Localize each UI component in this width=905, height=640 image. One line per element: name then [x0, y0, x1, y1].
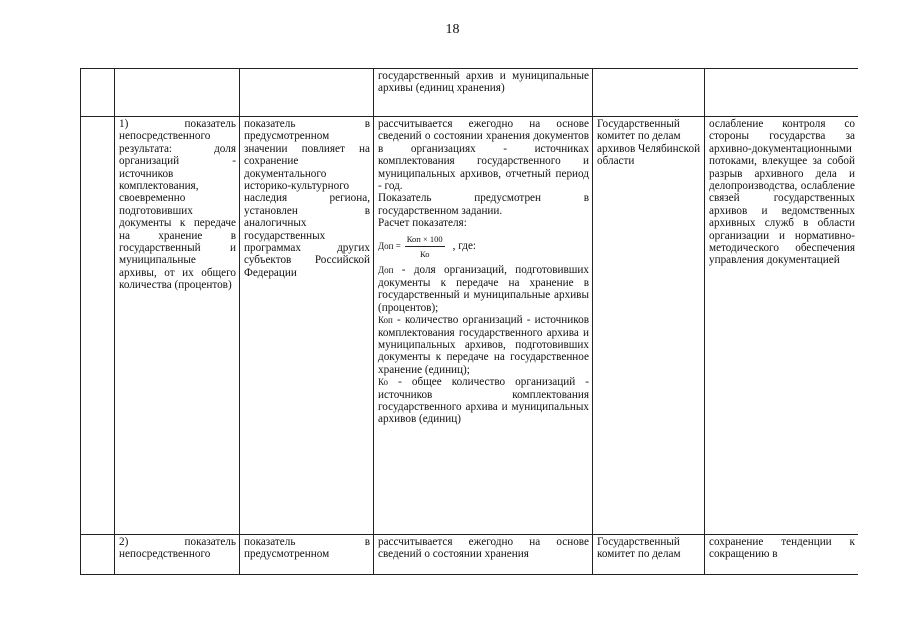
cell-justification — [240, 69, 374, 117]
cell-indicator: 1) показатель непосредственного результата: доля организаций - источников комплектования, своевременно подготовивших документы к передаче на хранение в государственный и муниципальные архивы, от их общего количества (процентов) — [115, 117, 240, 535]
indicators-table — [80, 68, 858, 575]
cell-number — [81, 69, 115, 117]
definition-item — [378, 376, 589, 426]
cell-justification: показатель в предусмотренном значении повлияет на сохранение документального историко-культурного наследия региона, установлен в аналогичных государственных программах других субъектов Российской Федерации — [240, 117, 374, 535]
cell-indicator — [115, 69, 240, 117]
definition-symbol: Доп — [378, 265, 394, 276]
definition-item — [378, 314, 589, 376]
cell-responsible: Государственный комитет по делам архивов Челябинской области — [593, 117, 705, 535]
definition-text: - общее количество организаций - источников комплектования государственного архива и муниципальных архивов (единиц) — [378, 376, 589, 426]
formula — [378, 233, 589, 261]
cell-risks: ослабление контроля со стороны государства за архивно-документационными потоками, влекущее за собой разрыв архивного дела и делопроизводства, ослабление связей государственных архивов и ведомственных архивных служб в области организации и нормативно-методического обеспечения управления документацией — [705, 117, 859, 535]
cell-number — [81, 117, 115, 535]
formula-lhs: Доп = — [378, 241, 401, 252]
definition-symbol: Ко — [378, 377, 389, 388]
document-table-frame — [80, 68, 858, 628]
cell-method — [374, 117, 593, 535]
cell-responsible: Государственный комитет по делам — [593, 535, 705, 575]
method-paragraph: Показатель предусмотрен в государственном задании. — [378, 192, 589, 217]
formula-denominator: Ко — [419, 249, 430, 260]
formula-fraction — [405, 233, 445, 261]
definition-item — [378, 264, 589, 314]
method-paragraph: рассчитывается ежегодно на основе сведений о состоянии хранения документов в организациях - источниках комплектования государственного и муниципальных архивов, отчетный период - год. — [378, 118, 589, 193]
cell-method: государственный архив и муниципальные архивы (единиц хранения) — [374, 69, 593, 117]
definition-text: - количество организаций - источников комплектования государственного архива и муниципальных архивов, подготовивших документы к передаче на государственное хранение (единиц); — [378, 314, 589, 376]
definition-symbol: Коп — [378, 315, 393, 326]
cell-method: рассчитывается ежегодно на основе сведений о состоянии хранения — [374, 535, 593, 575]
page-number: 18 — [445, 22, 460, 37]
cell-indicator: 2) показатель непосредственного — [115, 535, 240, 575]
definition-text: - доля организаций, подготовивших документы к передаче на хранение в государственный и муниципальные архивы (процентов); — [378, 264, 589, 314]
cell-risks: сохранение тенденции к сокращению в — [705, 535, 859, 575]
formula-numerator: Коп × 100 — [405, 233, 445, 247]
table-row-continuation — [81, 69, 859, 117]
cell-responsible — [593, 69, 705, 117]
formula-tail: , где: — [452, 240, 477, 253]
table-row-indicator-2 — [81, 535, 859, 575]
table-row-indicator-1 — [81, 117, 859, 535]
method-paragraph: Расчет показателя: — [378, 217, 467, 230]
cell-risks — [705, 69, 859, 117]
cell-number — [81, 535, 115, 575]
cell-justification: показатель в предусмотренном — [240, 535, 374, 575]
